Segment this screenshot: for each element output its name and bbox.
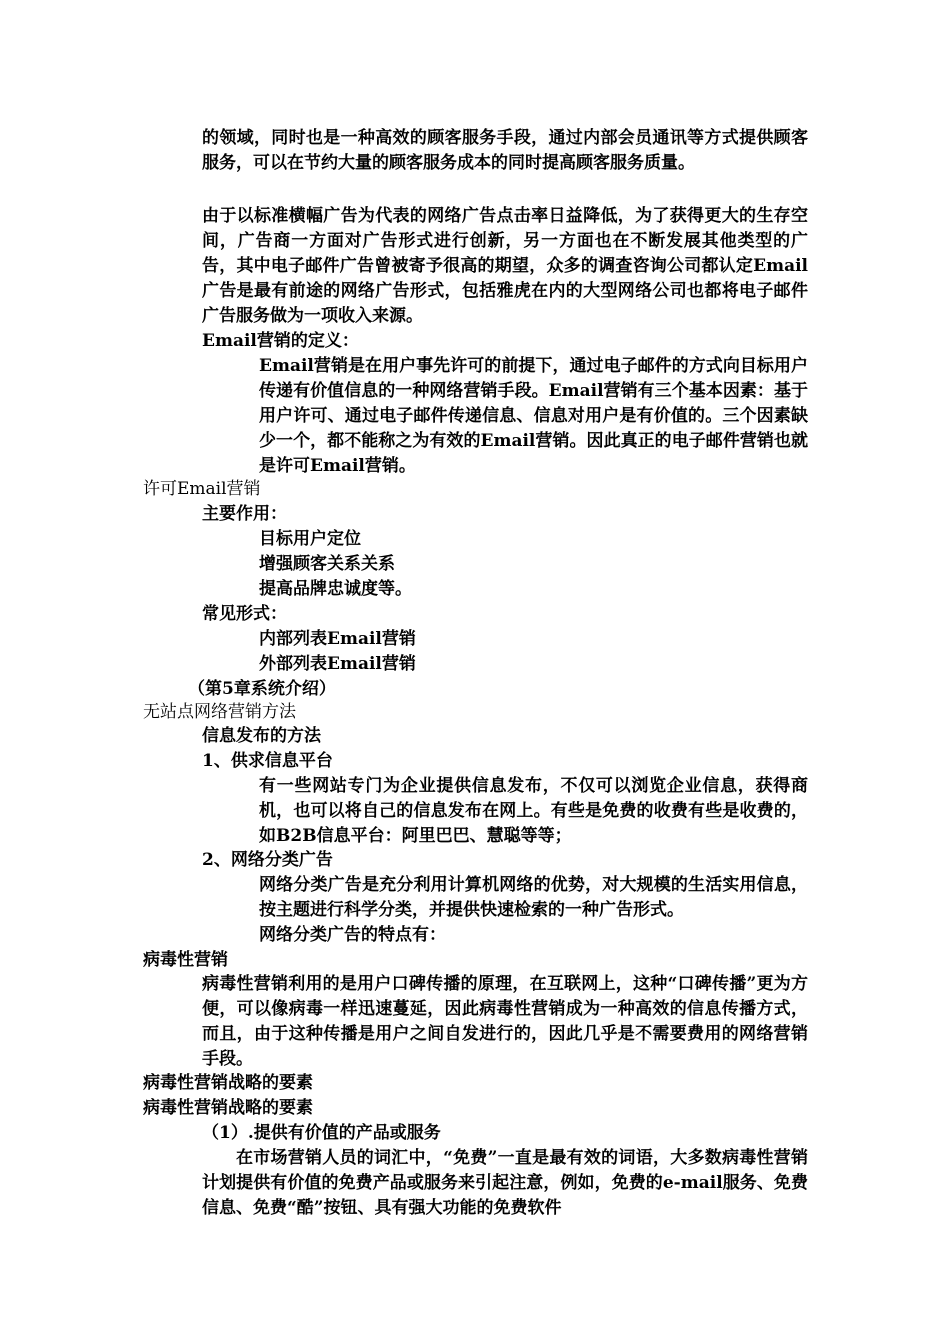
paragraph-continuation: 的领域，同时也是一种高效的顾客服务手段，通过内部会员通讯等方式提供顾客服务，可以在节约大量的顾客服务成本的同时提高顾客服务质量。 — [202, 128, 808, 173]
section-heading: 病毒性营销战略的要素 — [143, 1073, 313, 1093]
list-item: 由于以标准横幅广告为代表的网络广告点击率日益降低，为了获得更大的生存空间，广告商一方面对广告形式进行创新，另一方面也在不断发展其他类型的广告，其中电子邮件广告曾被寄予很高的期望，众多的调查咨询公司都认定Email广告是最有前途的网络广告形式，包括雅虎在内的大型网络公司也都将电子邮件广告服务做为一项收入来源。 — [202, 206, 808, 326]
list-item: Email营销的定义： — [202, 331, 359, 351]
sub-list-item: 提高品牌忠诚度等。 — [259, 579, 412, 599]
sub-list-item: 目标用户定位 — [259, 529, 361, 549]
section-heading: 病毒性营销 — [143, 950, 228, 970]
sub-list-item: 有一些网站专门为企业提供信息发布，不仅可以浏览企业信息，获得商机，也可以将自己的信息发布在网上。有些是免费的收费有些是收费的，如B2B信息平台：阿里巴巴、慧聪等等； — [259, 776, 808, 846]
list-item: 1、供求信息平台 — [202, 751, 333, 771]
section-heading: 病毒性营销战略的要素 — [143, 1098, 313, 1118]
list-item: 信息发布的方法 — [202, 726, 321, 746]
list-item: （1）.提供有价值的产品或服务 — [202, 1123, 441, 1143]
sub-list-item: 网络分类广告的特点有： — [259, 925, 446, 945]
list-item: 主要作用： — [202, 504, 287, 524]
list-item: 2、网络分类广告 — [202, 850, 333, 870]
section-heading: 许可Email营销 — [143, 479, 261, 499]
list-item: 病毒性营销利用的是用户口碑传播的原理，在互联网上，这种“口碑传播”更为方便，可以像病毒一样迅速蔓延，因此病毒性营销成为一种高效的信息传播方式，而且，由于这种传播是用户之间自发进行的，因此几乎是不需要费用的网络营销手段。 — [202, 974, 808, 1069]
chapter-note: （第5章系统介绍） — [188, 679, 336, 699]
sub-list-item: 内部列表Email营销 — [259, 629, 416, 649]
list-item: 常见形式： — [202, 604, 287, 624]
section-heading: 无站点网络营销方法 — [143, 702, 296, 722]
sub-list-item: 外部列表Email营销 — [259, 654, 416, 674]
sub-list-item: Email营销是在用户事先许可的前提下，通过电子邮件的方式向目标用户传递有价值信息的一种网络营销手段。Email营销有三个基本因素：基于用户许可、通过电子邮件传递信息、信息对用户是有价值的。三个因素缺少一个，都不能称之为有效的Email营销。因此真正的电子邮件营销也就是许可Email营销。 — [259, 356, 808, 476]
sub-list-item: 网络分类广告是充分利用计算机网络的优势，对大规模的生活实用信息，按主题进行科学分类，并提供快速检索的一种广告形式。 — [259, 875, 808, 920]
sub-list-item: 增强顾客关系关系 — [259, 554, 395, 574]
list-item: 在市场营销人员的词汇中，“免费”一直是最有效的词语，大多数病毒性营销计划提供有价值的免费产品或服务来引起注意，例如，免费的e-mail服务、免费信息、免费“酷”按钮、具有强大功能的免费软件 — [202, 1148, 808, 1218]
